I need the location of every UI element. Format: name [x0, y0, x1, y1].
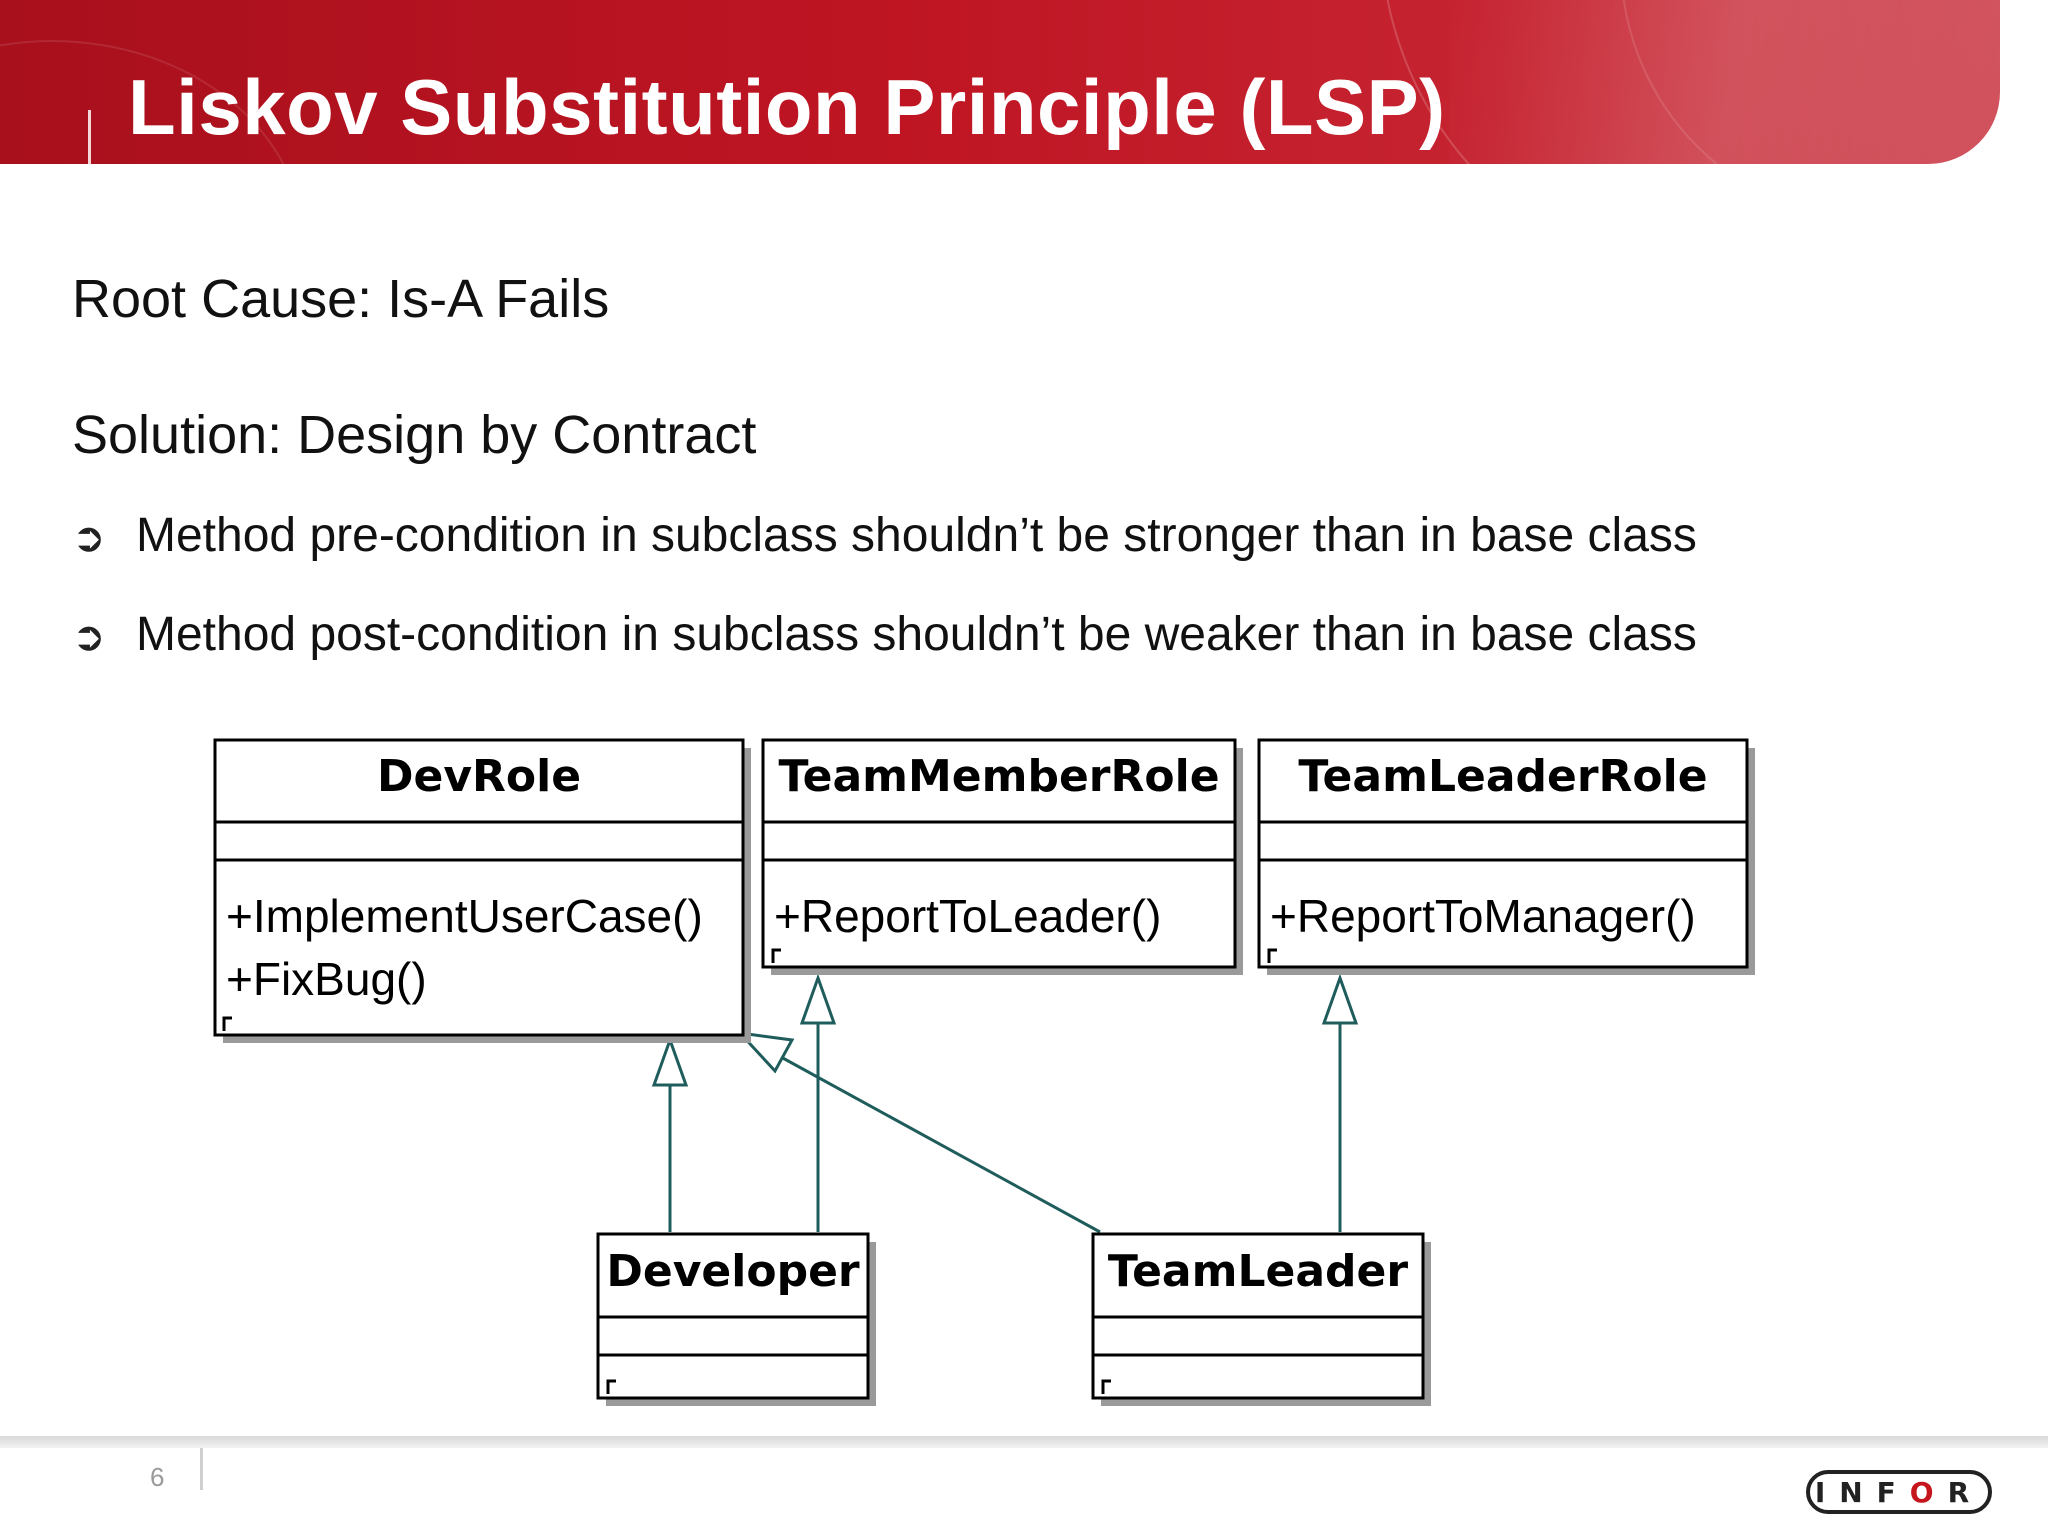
slide-title: Liskov Substitution Principle (LSP) — [128, 63, 1446, 151]
class-method: +ReportToLeader() — [774, 890, 1162, 942]
bullet-text: Method pre-condition in subclass shouldn’t be stronger than in base class — [136, 509, 1697, 562]
class-method: +FixBug() — [226, 953, 427, 1005]
class-developer[interactable] — [598, 1234, 876, 1406]
infor-logo — [1806, 1470, 1992, 1514]
class-teammemberrole[interactable] — [763, 740, 1243, 975]
logo-text: INF — [1814, 1475, 1910, 1509]
connectors — [654, 978, 1356, 1232]
root-cause-text: Root Cause: Is-A Fails — [72, 269, 610, 329]
class-devrole[interactable] — [215, 740, 751, 1043]
inheritance-arrowhead — [802, 978, 834, 1023]
class-name: TeamLeaderRole — [1298, 751, 1708, 802]
page-number: 6 — [150, 1462, 165, 1492]
footer-bar — [0, 1436, 2048, 1448]
class-name: TeamMemberRole — [778, 751, 1220, 802]
logo-text: O — [1909, 1475, 1948, 1509]
class-method: +ReportToManager() — [1270, 890, 1696, 942]
class-teamleaderrole[interactable] — [1259, 740, 1755, 975]
arrow-bullet-icon: ➲ — [72, 615, 106, 659]
inheritance-arrowhead — [654, 1040, 686, 1085]
class-name: Developer — [606, 1246, 860, 1297]
solution-text: Solution: Design by Contract — [72, 405, 757, 465]
class-teamleader[interactable] — [1093, 1234, 1431, 1406]
class-method: +ImplementUserCase() — [226, 890, 703, 942]
class-name: TeamLeader — [1107, 1246, 1409, 1297]
bullet-text: Method post-condition in subclass shouldn’t be weaker than in base class — [136, 608, 1697, 661]
logo-text: R — [1947, 1475, 1984, 1509]
class-name: DevRole — [376, 751, 582, 802]
footer-divider — [200, 1448, 203, 1490]
inheritance-arrowhead — [1324, 978, 1356, 1023]
arrow-bullet-icon: ➲ — [72, 516, 106, 560]
